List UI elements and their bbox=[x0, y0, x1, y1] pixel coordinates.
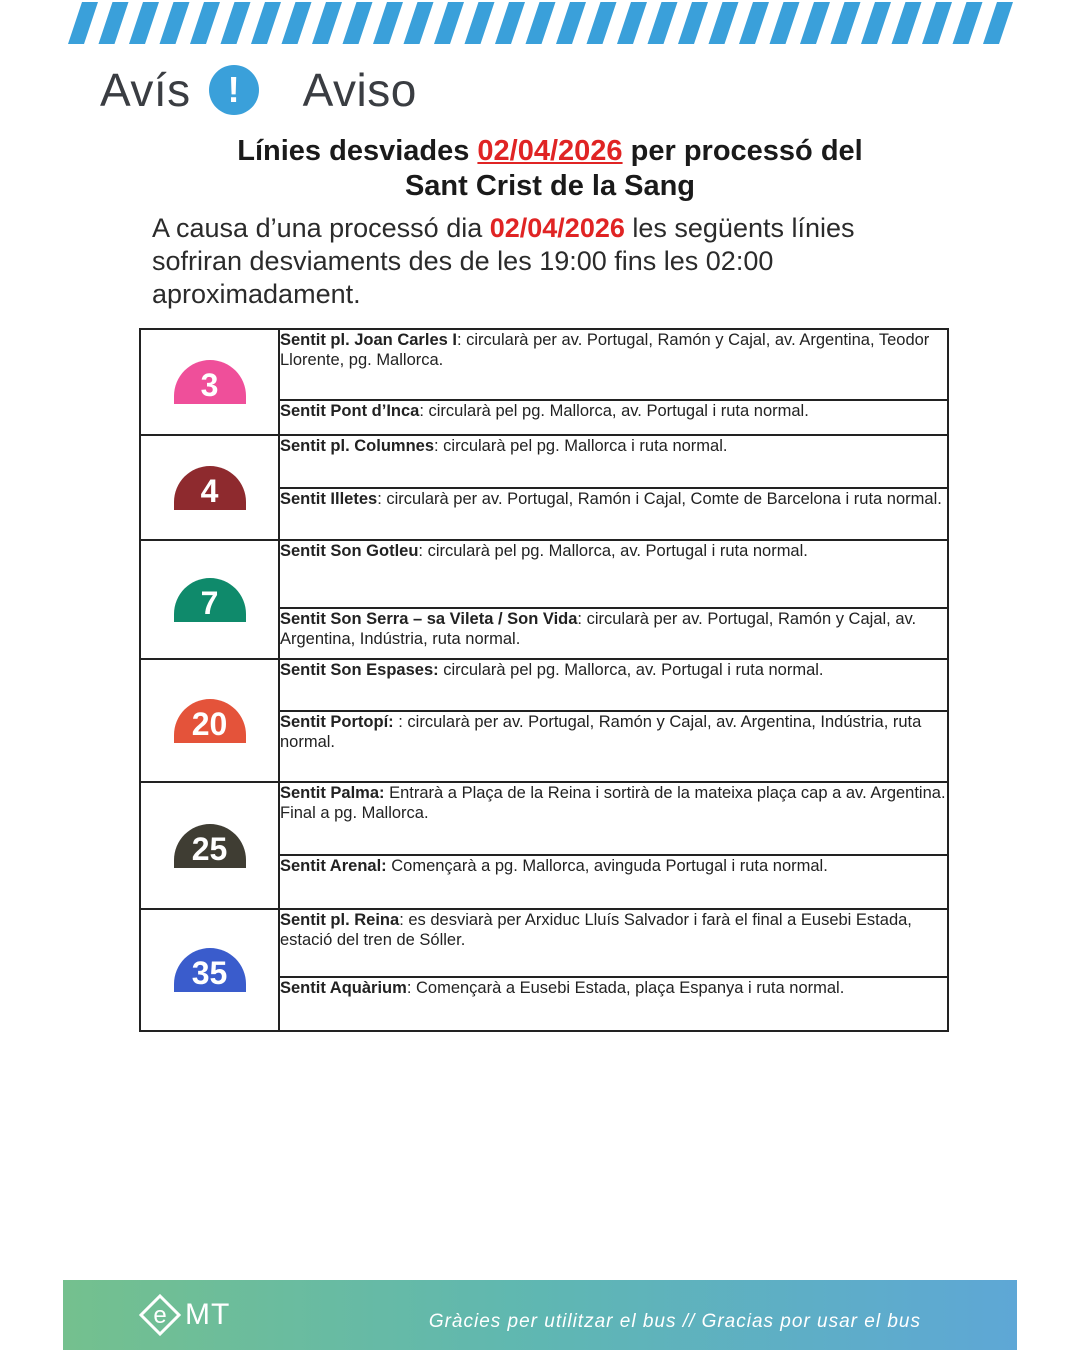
direction-text: Entrarà a Plaça de la Reina i sortirà de la mateixa plaça cap a av. Argentina. Final a pg. Mallorca. bbox=[280, 784, 946, 822]
direction-text: : circularà per av. Portugal, Ramón i Cajal, Comte de Barcelona i ruta normal. bbox=[377, 490, 942, 508]
stripe bbox=[465, 2, 495, 44]
line-badge-cell bbox=[140, 329, 279, 435]
route-row bbox=[140, 435, 948, 488]
stripe bbox=[770, 2, 800, 44]
direction-label: Sentit Son Espases: bbox=[280, 661, 439, 679]
title-text-3: Sant Crist de la Sang bbox=[404, 170, 696, 202]
stripe bbox=[68, 2, 98, 44]
direction-label: Sentit Arenal: bbox=[280, 857, 387, 875]
stripe bbox=[99, 2, 129, 44]
stripe bbox=[404, 2, 434, 44]
direction-label: Sentit pl. Reina bbox=[280, 911, 400, 929]
line-badge-cell bbox=[140, 435, 279, 540]
route-direction bbox=[279, 855, 948, 909]
stripe bbox=[129, 2, 159, 44]
route-direction bbox=[279, 329, 948, 400]
route-direction bbox=[279, 435, 948, 488]
header-word-spanish: Aviso bbox=[302, 64, 417, 116]
route-direction bbox=[279, 540, 948, 608]
direction-text: : circularà pel pg. Mallorca i ruta normal. bbox=[434, 437, 728, 455]
stripe bbox=[343, 2, 373, 44]
stripe bbox=[648, 2, 678, 44]
line-badge: 35 bbox=[174, 948, 246, 992]
direction-label: Sentit Palma: bbox=[280, 784, 385, 802]
notice-title bbox=[0, 134, 1080, 204]
title-date: 02/04/2026 bbox=[477, 135, 623, 167]
stripe bbox=[221, 2, 251, 44]
svg-text:e: e bbox=[153, 1302, 167, 1329]
line-badge-cell bbox=[140, 909, 279, 1031]
direction-text: circularà pel pg. Mallorca, av. Portugal i ruta normal. bbox=[438, 661, 824, 679]
stripe bbox=[282, 2, 312, 44]
title-text-1: Línies desviades bbox=[237, 135, 478, 167]
notice-header bbox=[100, 58, 417, 122]
line-badge: 4 bbox=[174, 466, 246, 510]
stripe bbox=[587, 2, 617, 44]
line-badge: 7 bbox=[174, 578, 246, 622]
stripe bbox=[953, 2, 983, 44]
stripe bbox=[709, 2, 739, 44]
route-direction bbox=[279, 977, 948, 1031]
route-direction bbox=[279, 400, 948, 435]
warning-stripes bbox=[68, 2, 1014, 44]
stripe bbox=[617, 2, 647, 44]
stripe bbox=[739, 2, 769, 44]
intro-date: 02/04/2026 bbox=[489, 213, 625, 243]
emt-logo-icon bbox=[139, 1294, 181, 1336]
direction-label: Sentit Portopí: bbox=[280, 713, 394, 731]
route-row bbox=[140, 659, 948, 711]
stripe bbox=[312, 2, 342, 44]
route-direction bbox=[279, 782, 948, 855]
direction-label: Sentit Illetes bbox=[280, 490, 378, 508]
direction-label: Sentit Aquàrium bbox=[280, 979, 407, 997]
title-text-2: per processó del bbox=[622, 135, 863, 167]
footer-thanks: Gràcies per utilitzar el bus // Gracias por usar el bus bbox=[428, 1311, 921, 1332]
direction-text: : circularà per av. Portugal, Ramón y Cajal, av. Argentina, Indústria, ruta normal. bbox=[280, 713, 922, 751]
direction-text: : circularà pel pg. Mallorca, av. Portugal i ruta normal. bbox=[419, 402, 809, 420]
stripe bbox=[556, 2, 586, 44]
stripe bbox=[922, 2, 952, 44]
intro-text-1: A causa d’una processó dia bbox=[152, 213, 490, 243]
stripe bbox=[495, 2, 525, 44]
stripe bbox=[831, 2, 861, 44]
stripe bbox=[861, 2, 891, 44]
emt-logo-text: MT bbox=[185, 1298, 231, 1331]
line-badge-cell bbox=[140, 540, 279, 659]
exclamation-icon: ! bbox=[209, 65, 259, 115]
intro-text-2: les següents línies sofriran desviaments des de les 19:00 fins les 02:00 aproximadament. bbox=[152, 213, 855, 309]
emt-logo bbox=[139, 1294, 230, 1336]
route-row bbox=[140, 782, 948, 855]
line-badge: 20 bbox=[174, 699, 246, 743]
stripe bbox=[251, 2, 281, 44]
direction-text: : Començarà a Eusebi Estada, plaça Espanya i ruta normal. bbox=[406, 979, 845, 997]
direction-text: : es desviarà per Arxiduc Lluís Salvador i farà el final a Eusebi Estada, estació del tren de Sóller. bbox=[280, 911, 912, 949]
direction-label: Sentit Son Gotleu bbox=[280, 542, 419, 560]
direction-text: : circularà per av. Portugal, Ramón y Cajal, av. Argentina, Indústria, ruta normal. bbox=[280, 610, 917, 648]
route-direction bbox=[279, 659, 948, 711]
direction-text: : circularà per av. Portugal, Ramón y Cajal, av. Argentina, Teodor Llorente, pg. Mallorca. bbox=[280, 331, 930, 369]
direction-text: Començarà a pg. Mallorca, avinguda Portugal i ruta normal. bbox=[386, 857, 828, 875]
direction-label: Sentit pl. Columnes bbox=[280, 437, 435, 455]
line-badge: 3 bbox=[174, 360, 246, 404]
header-word-catalan: Avís bbox=[100, 64, 191, 116]
stripe bbox=[678, 2, 708, 44]
route-row bbox=[140, 329, 948, 400]
stripe bbox=[800, 2, 830, 44]
route-direction bbox=[279, 608, 948, 659]
line-badge-cell bbox=[140, 782, 279, 909]
direction-text: : circularà pel pg. Mallorca, av. Portugal i ruta normal. bbox=[418, 542, 808, 560]
direction-label: Sentit Pont d’Inca bbox=[280, 402, 420, 420]
footer-bar bbox=[63, 1280, 1017, 1350]
intro-paragraph bbox=[152, 212, 952, 311]
route-direction bbox=[279, 488, 948, 540]
stripe bbox=[373, 2, 403, 44]
route-row bbox=[140, 540, 948, 608]
stripe bbox=[160, 2, 190, 44]
stripe bbox=[190, 2, 220, 44]
line-badge: 25 bbox=[174, 824, 246, 868]
stripe bbox=[983, 2, 1013, 44]
direction-label: Sentit Son Serra – sa Vileta / Son Vida bbox=[280, 610, 578, 628]
route-direction bbox=[279, 711, 948, 782]
stripe bbox=[526, 2, 556, 44]
route-direction bbox=[279, 909, 948, 977]
line-badge-cell bbox=[140, 659, 279, 782]
direction-label: Sentit pl. Joan Carles I bbox=[280, 331, 457, 349]
route-row bbox=[140, 909, 948, 977]
stripe bbox=[434, 2, 464, 44]
stripe bbox=[892, 2, 922, 44]
routes-table bbox=[139, 328, 949, 1032]
